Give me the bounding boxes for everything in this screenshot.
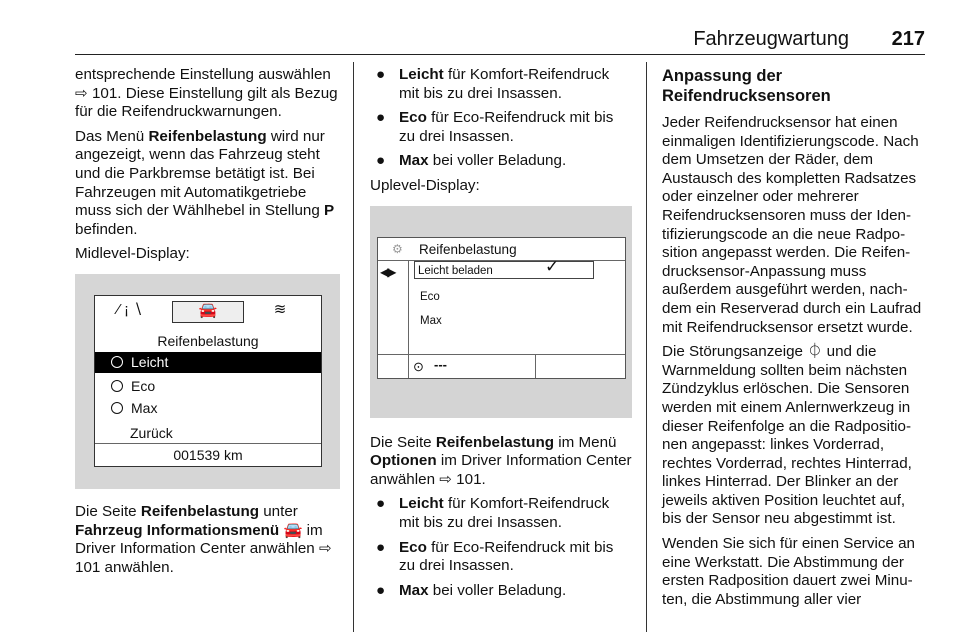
display-tabs [95, 296, 321, 326]
column-2 [370, 66, 632, 606]
uplevel-display-image [370, 206, 632, 418]
bullet-icon: ● [376, 152, 386, 170]
display-divider [408, 354, 409, 378]
paragraph: entsprechende Einstellung auswählen ⇨ 101. Diese Einstellung gilt als Bezug für die Reifendruckwarnungen. [75, 66, 338, 121]
trip-info-icon: ⁄ ¡ ∖ [117, 300, 143, 318]
bullet-icon: ● [376, 109, 386, 127]
text: Die Seite [75, 502, 141, 520]
bullet-icon: ● [376, 538, 386, 556]
list-item [370, 539, 632, 576]
text: für Komfort-Reifendruck mit bis zu drei Insassen. [399, 66, 610, 102]
text: unter [259, 502, 298, 520]
display-option-selected [95, 352, 321, 373]
paragraph: Wenden Sie sich für einen Service an eine Werkstatt. Die Abstimmung der ersten Radposition dauert zwei Minuten, die Abstimmung aller vier [662, 535, 915, 608]
text: befinden. [75, 220, 138, 238]
text: bei voller Beladung. [428, 152, 567, 170]
chapter-title: Fahrzeugwartung [693, 28, 849, 50]
text: für Eco-Reifendruck mit bis zu drei Insassen. [399, 109, 614, 145]
display-back: Zurück [130, 424, 173, 441]
bold-term: Leicht [399, 66, 444, 83]
display-option [95, 398, 321, 418]
list-item [370, 582, 632, 601]
column-divider-1 [353, 62, 354, 632]
radio-icon [111, 356, 123, 368]
tire-pressure-icon: ⊙ [413, 358, 424, 374]
bold-term: Reifenbelastung [140, 502, 260, 520]
vehicle-icon: 🚘 [283, 521, 303, 539]
text: im Driver Information Center anwählen ⇨ 101. [370, 452, 632, 488]
paragraph [75, 503, 340, 577]
text: im Menü [554, 433, 617, 451]
display-screen [94, 295, 322, 467]
bold-term: Reifenbelastung [435, 433, 555, 451]
column-3 [662, 66, 928, 615]
list-item [370, 66, 632, 103]
column-divider-2 [646, 62, 647, 632]
text: wird nur angezeigt, wenn das Fahrzeug steht und die Parkbremse betätigt ist. Bei Fahrzeugen mit Automatikgetriebe muss sich der Wählhebel in Stellung [75, 127, 325, 220]
display-option: Eco [420, 290, 440, 303]
bold-term: Fahrzeug Informationsmenü [75, 521, 280, 539]
page-number: 217 [891, 28, 925, 50]
section-heading: Anpassung der Reifendrucksensoren [662, 67, 831, 105]
vehicle-icon: 🚘 [172, 301, 244, 323]
bold-term: Optionen [370, 452, 437, 470]
text: für Eco-Reifendruck mit bis zu drei Insassen. [399, 538, 614, 575]
paragraph [75, 128, 340, 240]
checkmark-icon: ✓ [545, 256, 560, 276]
bullet-icon: ● [376, 581, 386, 599]
text: Die Seite [370, 433, 436, 451]
option-list [370, 66, 632, 171]
list-item [370, 152, 632, 171]
bold-term: Leicht [399, 495, 444, 513]
tire-icon: ⚙ [392, 241, 403, 256]
page-header [75, 28, 925, 50]
display-separator [378, 354, 625, 355]
bold-term: Max [399, 581, 429, 599]
eco-icon: ≋ [273, 300, 287, 318]
paragraph: Midlevel-Display: [75, 245, 190, 263]
bold-term: Eco [399, 109, 427, 127]
paragraph: Uplevel-Display: [370, 176, 480, 194]
option-label: Max [131, 399, 158, 416]
paragraph [370, 434, 632, 490]
column-1 [75, 66, 340, 583]
text: Die Störungsanzeige [662, 343, 808, 361]
display-separator [95, 443, 321, 444]
bold-term: Max [399, 152, 429, 170]
left-right-arrows-icon: ◀▶ [380, 264, 395, 279]
display-screen [377, 237, 626, 379]
option-list [370, 495, 632, 600]
list-item [370, 109, 632, 146]
bullet-icon: ● [376, 495, 386, 513]
display-title: Reifenbelastung [157, 332, 259, 349]
radio-icon [111, 402, 123, 414]
display-title: Reifenbelastung [419, 241, 517, 257]
display-divider [535, 354, 536, 378]
bold-term: Reifenbelastung [148, 127, 267, 145]
display-odometer: 001539 km [173, 446, 243, 463]
midlevel-display-image [75, 274, 340, 489]
paragraph [662, 343, 928, 529]
text: Das Menü [75, 127, 149, 145]
tire-warning-icon: ⏀ [807, 343, 823, 361]
bold-term: P [324, 202, 335, 220]
option-label: Leicht [131, 353, 169, 370]
display-value: --- [434, 356, 447, 372]
bold-term: Eco [399, 538, 427, 556]
display-option [95, 376, 321, 396]
display-option-selected: Leicht beladen [414, 261, 594, 279]
text: für Komfort-Reifendruck mit bis zu drei Insassen. [399, 495, 610, 531]
paragraph: Jeder Reifendrucksensor hat einen einmaligen Identifizierungscode. Nach dem Umsetzen der Räder, dem Austausch des kompletten Radsatzes oder einzelner oder mehrerer Reifendrucksensoren muss der Identifizierungscode an die neue Radposition angepasst werden. Die Reifendrucksensor-Anpassung muss außerdem ausgeführt werden, nachdem ein Reserverad durch ein Laufrad mit Reifendrucksensor ersetzt wurde. [662, 114, 922, 336]
header-rule [75, 54, 925, 55]
text: bei voller Beladung. [428, 581, 567, 599]
radio-icon [111, 380, 123, 392]
bullet-icon: ● [376, 66, 386, 83]
list-item [370, 495, 632, 532]
option-label: Eco [131, 377, 156, 394]
display-option: Max [420, 314, 442, 327]
text: und die Warnmeldung sollten beim nächsten Zündzyklus erlöschen. Die Sensoren werden mit einem Anlernwerkzeug in dieser Reifenfolge an die Radpositionen angepasst: linkes Vorderrad, rechtes Vorderrad, rechtes Hinterrad, linkes Hinterrad. Der Blinker an der jeweils aktiven Position leuchtet auf, bis der Sensor neu abgestimmt ist. [662, 343, 912, 528]
text: im Driver Information Center anwählen ⇨ 101 anwählen. [75, 521, 332, 576]
